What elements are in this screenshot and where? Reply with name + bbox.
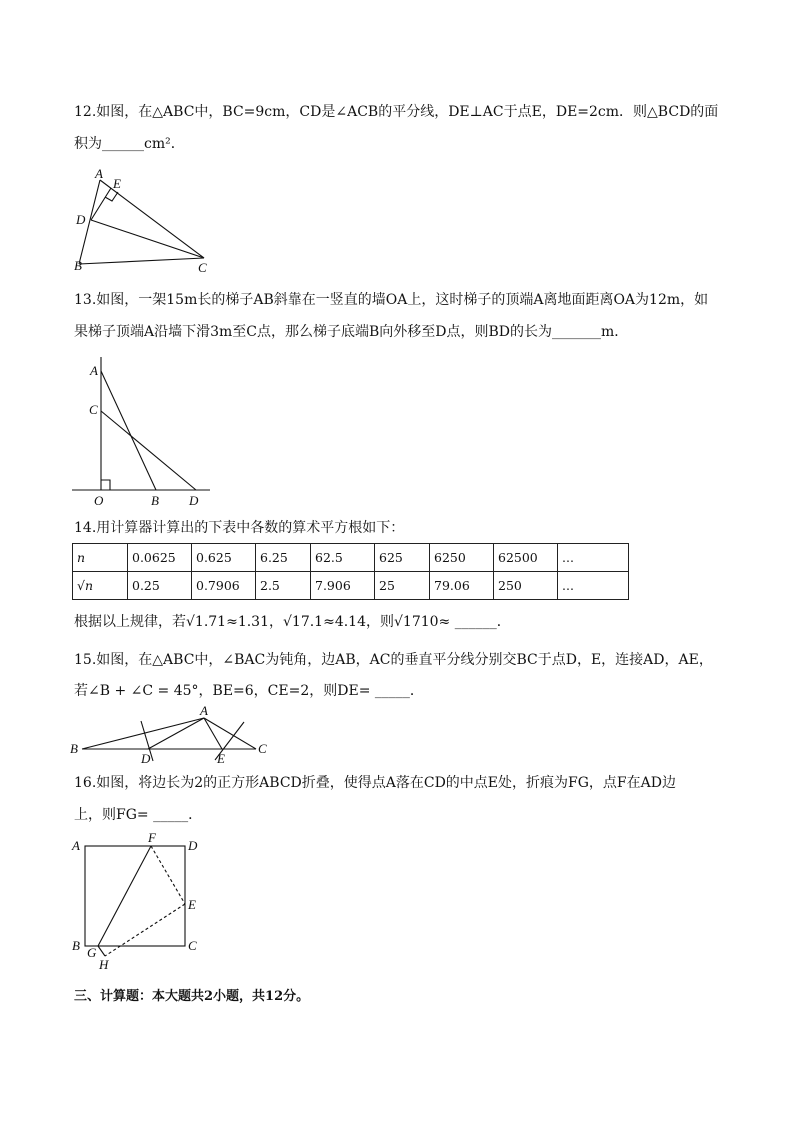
q13-label-d: D: [189, 493, 199, 508]
q15-line1: 15.如图，在△ABC中，∠BAC为钝角，边AB，AC的垂直平分线分别交BC于点D，E，连接AD，AE，: [74, 652, 713, 668]
q16-line1: 16.如图，将边长为2的正方形ABCD折叠，使得点A落在CD的中点E处，折痕为FG，点F在AD边: [74, 775, 676, 791]
q12-label-c: C: [198, 260, 207, 275]
q15-line2: 若∠B + ∠C = 45°，BE=6，CE=2，则DE= _____．: [74, 683, 424, 699]
q16-label-a: A: [72, 838, 80, 853]
q13-line1: 13.如图，一架15m长的梯子AB斜靠在一竖直的墙OA上，这时梯子的顶端A离地面距离OA为12m，如: [74, 292, 709, 308]
q15-label-b: B: [70, 741, 78, 756]
table-cell: 6250: [430, 544, 494, 572]
table-cell: 0.625: [192, 544, 256, 572]
q15-label-d: D: [141, 751, 151, 766]
q16-line2: 上，则FG= _____．: [74, 807, 203, 823]
sqrt-table: [72, 543, 629, 600]
table-cell: 6.25: [256, 544, 311, 572]
q12-label-b: B: [74, 258, 82, 273]
q16-label-e: E: [188, 897, 196, 912]
q15-label-a: A: [200, 703, 208, 718]
table-cell: 0.7906: [192, 572, 256, 600]
table-cell: 25: [375, 572, 430, 600]
q13-label-c: C: [89, 402, 98, 417]
q16-label-b: B: [72, 938, 80, 953]
q16-label-f: F: [148, 830, 156, 845]
q12-line2: 积为______cm²．: [74, 136, 185, 152]
q13-label-a: A: [90, 363, 98, 378]
q16-label-c: C: [188, 938, 197, 953]
table-cell: 250: [494, 572, 558, 600]
q15-figure: [68, 703, 278, 768]
q12-figure: [66, 164, 216, 279]
q15-label-e: E: [217, 751, 225, 766]
table-cell: 0.25: [128, 572, 192, 600]
table-row-sqrt: [73, 572, 629, 600]
section-3-heading: 三、计算题：本大题共2小题，共12分。: [74, 989, 310, 1004]
q16-label-d: D: [188, 838, 198, 853]
table-cell: √n: [73, 572, 128, 600]
table-cell: n: [73, 544, 128, 572]
q13-label-o: O: [94, 493, 104, 508]
q15-label-c: C: [258, 741, 267, 756]
table-cell: 7.906: [311, 572, 375, 600]
q12-label-d: D: [76, 212, 86, 227]
table-cell: 62.5: [311, 544, 375, 572]
table-cell: 62500: [494, 544, 558, 572]
q12-line1: 12.如图，在△ABC中，BC=9cm，CD是∠ACB的平分线，DE⊥AC于点E，DE=2cm．则△BCD的面: [74, 104, 719, 120]
table-cell: 0.0625: [128, 544, 192, 572]
table-row-n: [73, 544, 629, 572]
q13-figure: [70, 347, 215, 512]
table-cell: 79.06: [430, 572, 494, 600]
q16-figure: [64, 830, 214, 975]
q16-label-g: G: [87, 945, 97, 960]
q12-label-a: A: [95, 166, 103, 181]
q13-label-b: B: [151, 493, 159, 508]
q13-line2: 果梯子顶端A沿墙下滑3m至C点，那么梯子底端B向外移至D点，则BD的长为_______m．: [74, 324, 629, 340]
q12-label-e: E: [113, 176, 121, 191]
q16-label-h: H: [99, 957, 109, 972]
table-cell: 2.5: [256, 572, 311, 600]
table-cell: ...: [558, 572, 629, 600]
q14-line2: 根据以上规律，若√1.71≈1.31，√17.1≈4.14，则√1710≈ ______．: [74, 614, 511, 630]
q14-line1: 14.用计算器计算出的下表中各数的算术平方根如下：: [74, 520, 405, 536]
table-cell: ...: [558, 544, 629, 572]
table-cell: 625: [375, 544, 430, 572]
